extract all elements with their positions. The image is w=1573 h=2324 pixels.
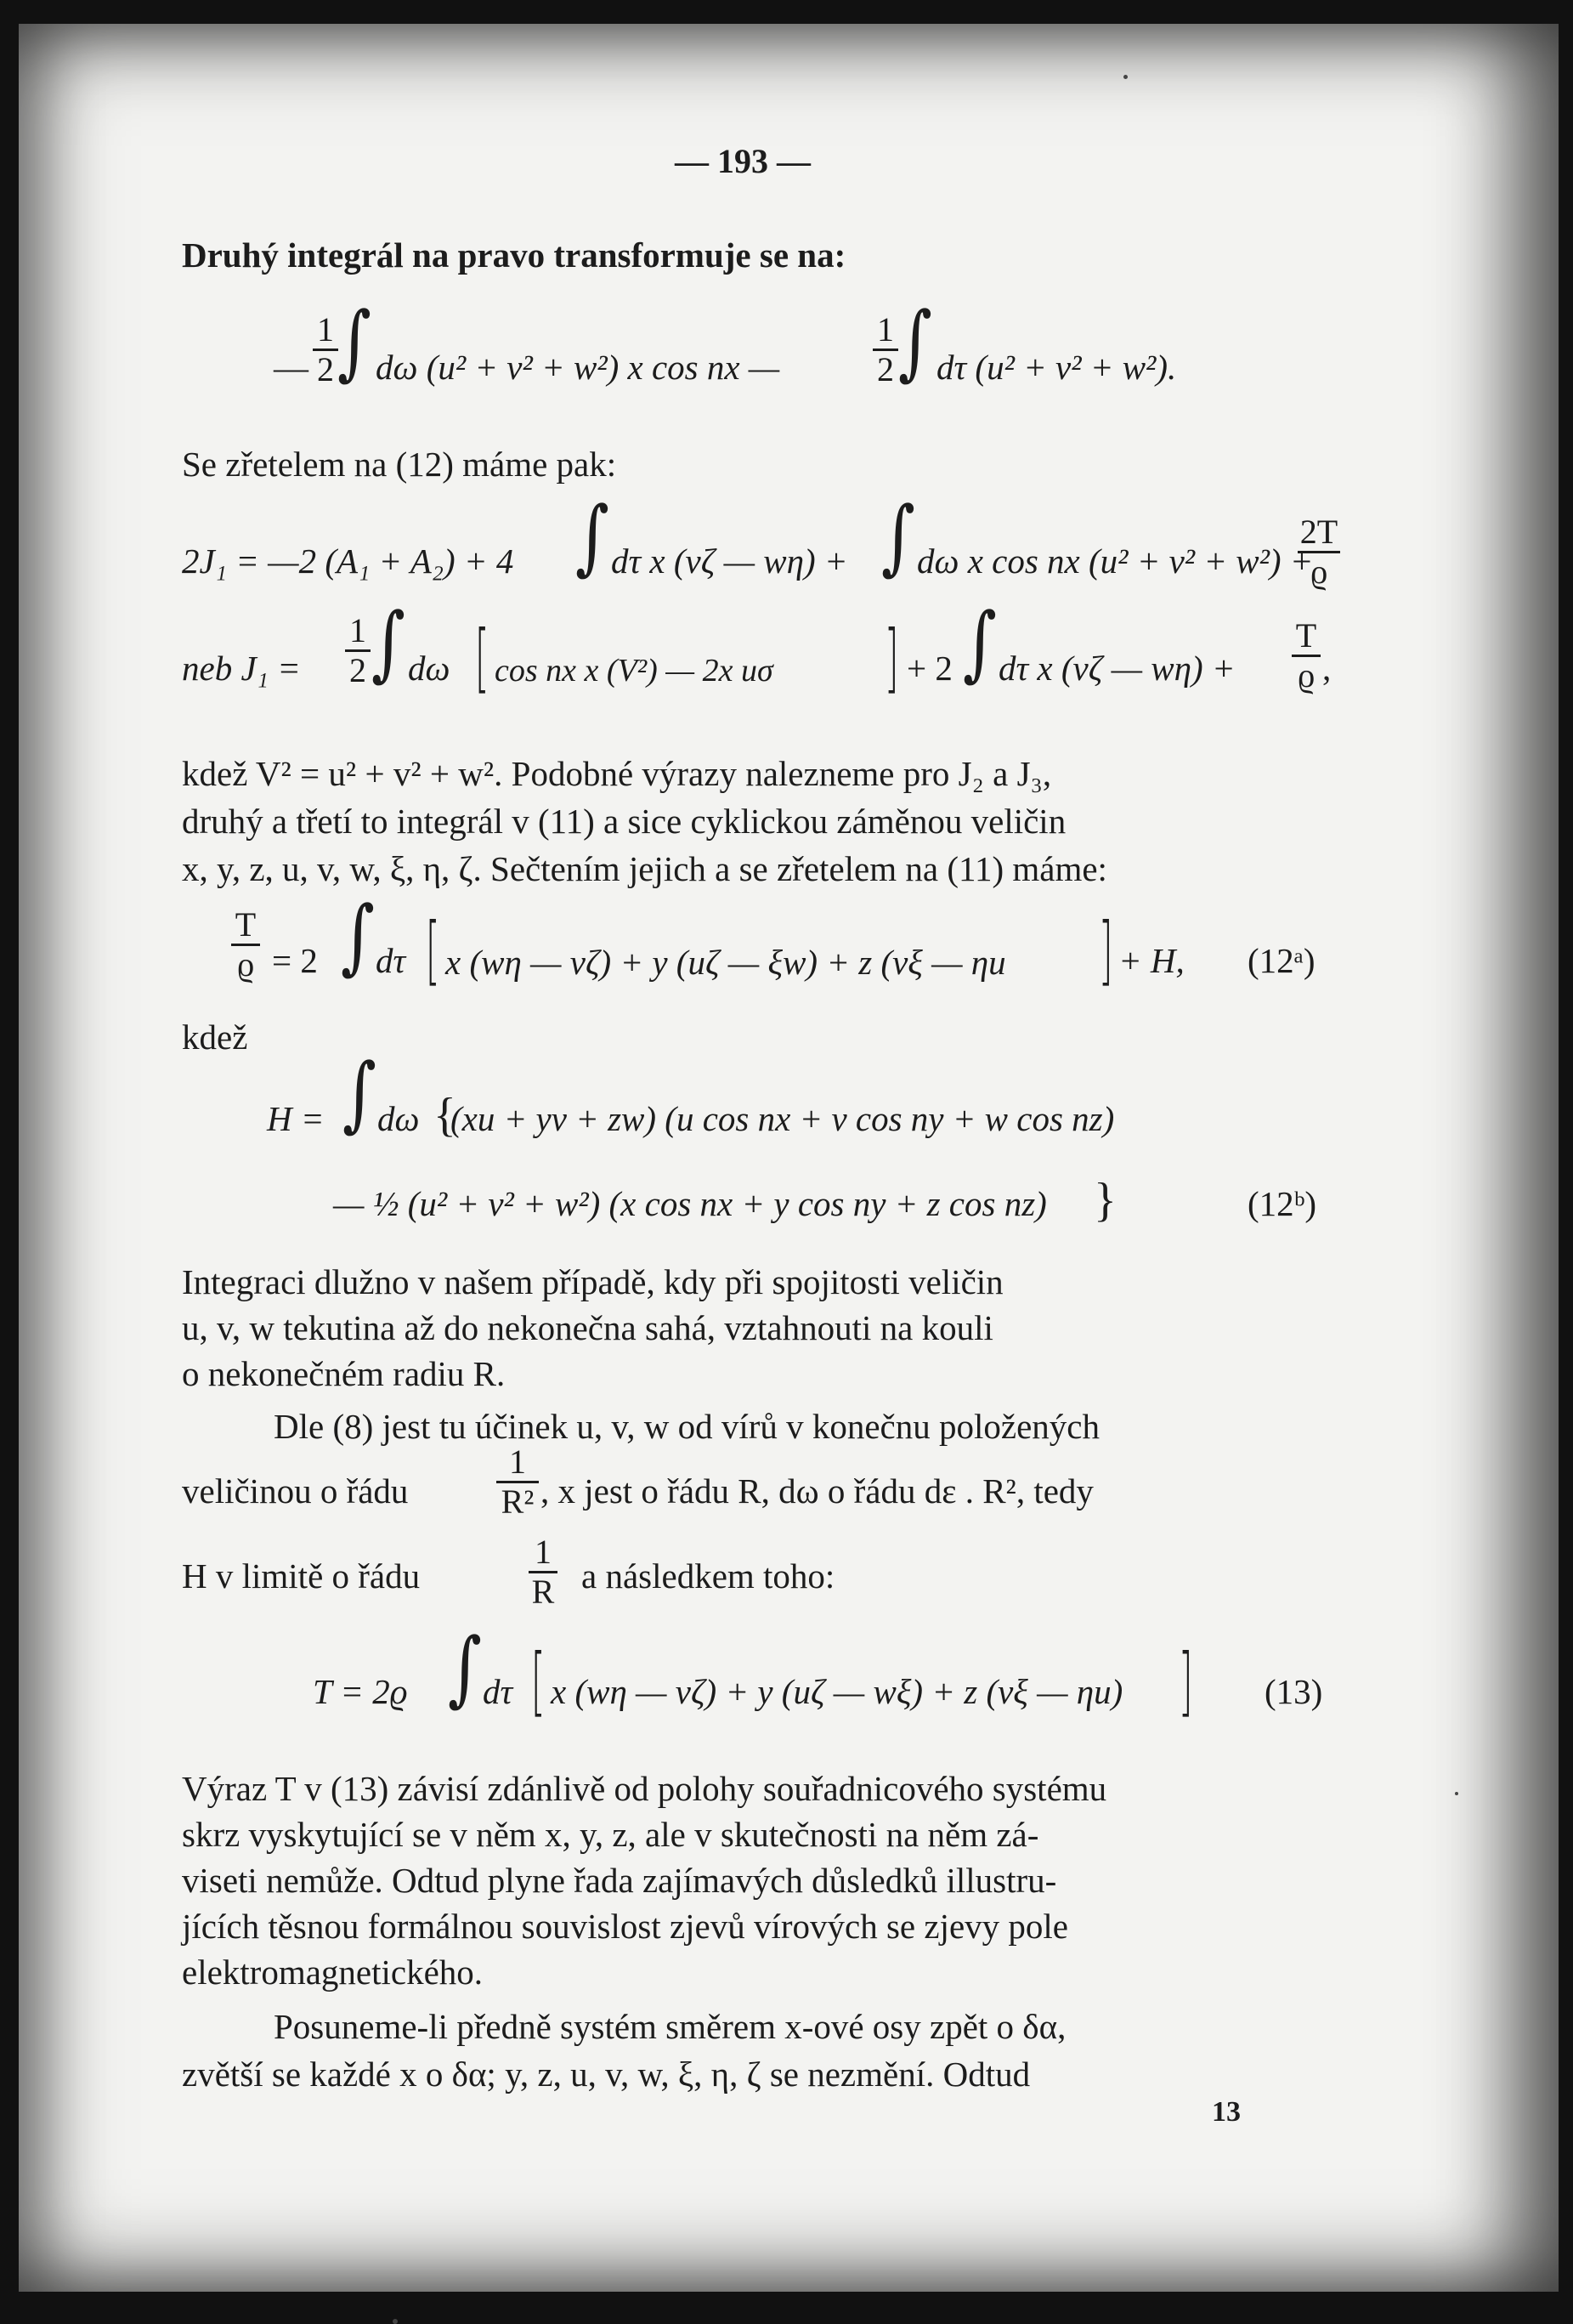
- paragraph-line: jících těsnou formálnou souvislost zjevů vírových se zjevy pole: [182, 1907, 1068, 1946]
- eq-term: dτ (u² + v² + w²).: [936, 348, 1177, 387]
- integral-sign: ∫: [575, 489, 610, 584]
- eq-term: + H,: [1118, 941, 1185, 980]
- paragraph-line: zvětší se každé x o δα; y, z, u, v, w, ξ, η, ζ se nezmění. Odtud: [182, 2055, 1031, 2094]
- paragraph-line: druhý a třetí to integrál v (11) a sice cyklickou záměnou veličin: [182, 802, 1067, 841]
- eq-term: dω (u² + v² + w²) x cos nx —: [376, 348, 780, 387]
- eq-term: dτ x (vζ — wη) +: [611, 541, 848, 581]
- eq-term: (xu + yv + zw) (u cos nx + v cos ny + w cos nz): [450, 1099, 1115, 1138]
- fraction: $\frac{1}{2}$: [345, 614, 371, 688]
- eq-term: dω: [408, 649, 450, 688]
- equation-label: (13): [1265, 1672, 1323, 1711]
- eq-term: dω x cos nx (u² + v² + w²) +: [917, 541, 1314, 581]
- paragraph-line: Dle (8) jest tu účinek u, v, w od vírů v konečnu položených: [274, 1407, 1100, 1446]
- eq-term: neb J₁ =: [182, 649, 301, 688]
- paragraph-line: viseti nemůže. Odtud plyne řada zajímavých důsledků illustru-: [182, 1861, 1057, 1900]
- paragraph-line: Posuneme-li předně systém směrem x-ové osy zpět o δα,: [274, 2007, 1067, 2046]
- eq-term: cos nx x (V²) — 2x uσ: [495, 653, 773, 689]
- bracket-right: ]: [884, 614, 899, 701]
- page-number: — 193 —: [675, 142, 811, 180]
- equation-label: (12ᵇ): [1248, 1184, 1316, 1223]
- eq-term: ,: [1322, 649, 1332, 688]
- paragraph-line: Druhý integrál na pravo transformuje se na:: [182, 235, 846, 275]
- brace-left: {: [433, 1089, 456, 1142]
- paragraph-line: , x jest o řádu R, dω o řádu dε . R², tedy: [540, 1471, 1094, 1511]
- eq-term: T = 2ϱ: [313, 1672, 408, 1711]
- eq-term: x (wη — vζ) + y (uζ — wξ) + z (vξ — ηu): [551, 1672, 1123, 1711]
- paragraph-line: o nekonečném radiu R.: [182, 1354, 506, 1393]
- equation-label: (12ᵃ): [1248, 941, 1316, 980]
- integral-sign: ∫: [448, 1620, 483, 1715]
- eq-term: — ½ (u² + v² + w²) (x cos nx + y cos ny + z cos nz): [333, 1184, 1047, 1223]
- paragraph-line: elektromagnetického.: [182, 1953, 484, 1992]
- signature-number: 13: [1212, 2096, 1241, 2128]
- bracket-right: ]: [1098, 906, 1113, 994]
- speck: [1455, 1792, 1458, 1795]
- bracket-left: [: [425, 906, 440, 994]
- fraction: $\frac{T}{ϱ}$: [231, 908, 260, 982]
- eq-term: dτ: [376, 941, 406, 980]
- eq-term: dω: [377, 1099, 420, 1138]
- paragraph-line: x, y, z, u, v, w, ξ, η, ζ. Sečtením jejich a se zřetelem na (11) máme:: [182, 849, 1107, 888]
- bracket-left: [: [530, 1637, 546, 1725]
- integral-sign: ∫: [371, 595, 406, 690]
- eq-term: dτ x (vζ — wη) +: [999, 649, 1236, 688]
- paragraph-line: a následkem toho:: [581, 1556, 835, 1596]
- paragraph-line: Integraci dlužno v našem případě, kdy při spojitosti veličin: [182, 1262, 1004, 1301]
- fraction: $\frac{1}{R}$: [529, 1535, 557, 1609]
- eq-term: = 2: [272, 941, 318, 980]
- integral-sign: ∫: [342, 1046, 377, 1141]
- brace-right: }: [1094, 1174, 1117, 1227]
- integral-sign: ∫: [898, 294, 933, 389]
- speck: [1123, 75, 1128, 79]
- eq-term: x (wη — vζ) + y (uζ — ξw) + z (vξ — ηu: [445, 943, 1006, 982]
- integral-sign: ∫: [337, 294, 372, 389]
- paragraph-line: kdež V² = u² + v² + w². Podobné výrazy nalezneme pro J₂ a J₃,: [182, 754, 1052, 793]
- paragraph-line: kdež: [182, 1017, 248, 1057]
- bracket-right: ]: [1178, 1637, 1193, 1725]
- fraction: $\frac{1}{2}$: [873, 313, 898, 387]
- fraction: $\frac{1}{2}$: [313, 313, 338, 387]
- eq-term: dτ: [483, 1672, 513, 1711]
- paragraph-line: u, v, w tekutina až do nekonečna sahá, vztahnouti na kouli: [182, 1308, 993, 1347]
- eq-term: 2J₁ = —2 (A₁ + A₂) + 4: [182, 541, 514, 581]
- paragraph-line: Se zřetelem na (12) máme pak:: [182, 445, 617, 484]
- paragraph-line: skrz vyskytující se v něm x, y, z, ale v skutečnosti na něm zá-: [182, 1815, 1039, 1854]
- page: [19, 24, 1559, 2292]
- fraction: $\frac{T}{ϱ}$: [1292, 619, 1321, 693]
- integral-sign: ∫: [963, 595, 998, 690]
- paragraph-line: Výraz T v (13) závisí zdánlivě od polohy souřadnicového systému: [182, 1769, 1107, 1808]
- eq-term: H =: [267, 1099, 325, 1138]
- eq-term: + 2: [907, 649, 953, 688]
- paragraph-line: veličinou o řádu: [182, 1471, 409, 1511]
- bracket-left: [: [474, 614, 489, 701]
- paragraph-line: H v limitě o řádu: [182, 1556, 421, 1596]
- fraction: $\frac{2T}{ϱ}$: [1298, 515, 1340, 589]
- integral-sign: ∫: [881, 489, 916, 584]
- integral-sign: ∫: [341, 888, 376, 983]
- fraction: $\frac{1}{\text{R²}}$: [496, 1445, 539, 1519]
- eq-term: —: [274, 348, 308, 387]
